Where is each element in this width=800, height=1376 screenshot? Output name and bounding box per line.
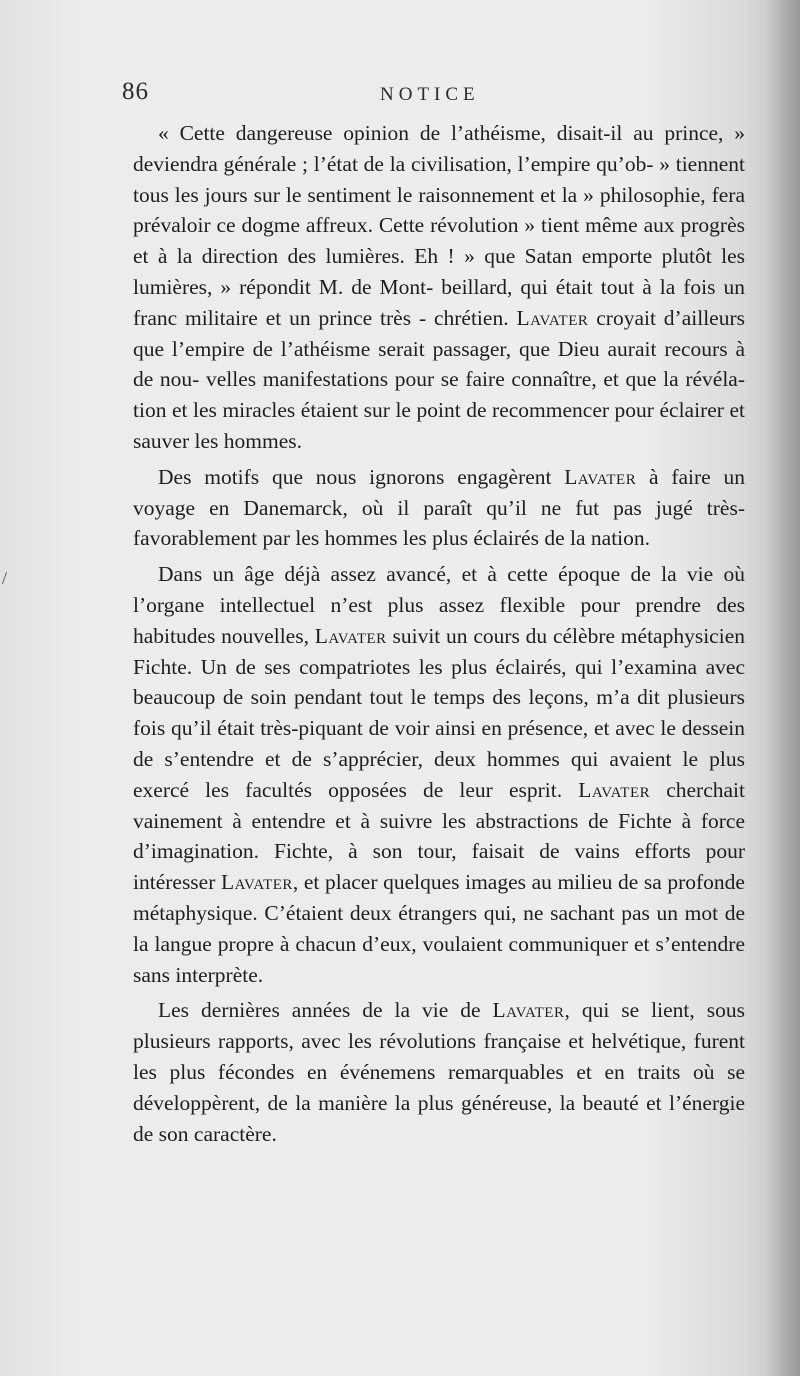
paragraph-text: « Cette dangereuse opinion de l’athéisme, disait-il au prince, » deviendra générale ; l’état de la civilisation, l’empire qu’ob- » tiennent tous les jours sur le sentiment le raisonnement et la » philosophie, fera prévaloir ce dogme affreux. Cette révolution » tient même aux progrès et à la direction des lumières. Eh ! » que Satan emporte plutôt les lumières, » répondit M. de Mont- beillard, qui était tout à la fois un franc militaire et un prince très - chrétien.: [133, 121, 745, 330]
name-small-caps: Lavater: [220, 870, 293, 895]
paragraph: [133, 995, 745, 1149]
paragraph: [133, 118, 745, 457]
paragraph-text: suivit un cours du célèbre métaphysicien Fichte. Un de ses compatriotes les plus éclairés, qui l’examina avec beaucoup de soin pendant tout le temps des leçons, m’a dit plusieurs fois qu’il était très-piquant de voir ainsi en présence, et avec le dessein de s’entendre et de s’apprécier, deux hommes qui avaient le plus exercé les facultés opposées de leur esprit.: [133, 623, 745, 802]
paragraph: [133, 462, 745, 554]
paragraph-text: , et placer quelques images au milieu de sa profonde métaphysique. C’étaient deux étrangers qui, ne sachant pas un mot de la langue propre à chacun d’eux, voulaient communiquer et s’entendre sans interprète.: [133, 870, 745, 987]
paragraph-text: croyait d’ailleurs que l’empire de l’athéisme serait passager, que Dieu aurait recours à de nou- velles manifestations pour se faire connaître, et que la révéla- tion et les miracles étaient sur le point de recommencer pour éclairer et sauver les hommes.: [133, 305, 745, 453]
paragraph-text: cherchait vainement à entendre et à suivre les abstractions de Fichte à force d’imagination. Fichte, à son tour, faisait de vains efforts pour intéresser: [133, 777, 745, 895]
name-small-caps: Lavater: [564, 464, 637, 489]
body-text: [133, 118, 745, 1149]
name-small-caps: Lavater: [314, 623, 387, 648]
paragraph-text: à faire un voyage en Danemarck, où il paraît qu’il ne fut pas jugé très- favorablement par les hommes les plus éclairés de la nation.: [133, 464, 745, 551]
paragraph-text: Des motifs que nous ignorons engagèrent: [158, 464, 565, 489]
name-small-caps: Lavater: [492, 998, 565, 1023]
page-number: 86: [122, 78, 149, 105]
page-gutter-shadow: [766, 0, 800, 1376]
name-small-caps: Lavater: [516, 305, 589, 330]
paragraph: [133, 559, 745, 990]
margin-mark: /: [2, 568, 8, 588]
paragraph-text: , qui se lient, sous plusieurs rapports, avec les révolutions française et helvétique, furent les plus fécondes en événemens remarquables et en traits où se développèrent, de la manière la plus généreuse, la beauté et l’énergie de son caractère.: [133, 998, 745, 1146]
paragraph-text: Dans un âge déjà assez avancé, et à cette époque de la vie où l’organe intellectuel n’est plus assez flexible pour prendre des habitudes nouvelles,: [133, 562, 745, 648]
running-head: NOTICE: [380, 84, 480, 105]
name-small-caps: Lavater: [578, 777, 651, 802]
paragraph-text: Les dernières années de la vie de: [158, 998, 493, 1023]
